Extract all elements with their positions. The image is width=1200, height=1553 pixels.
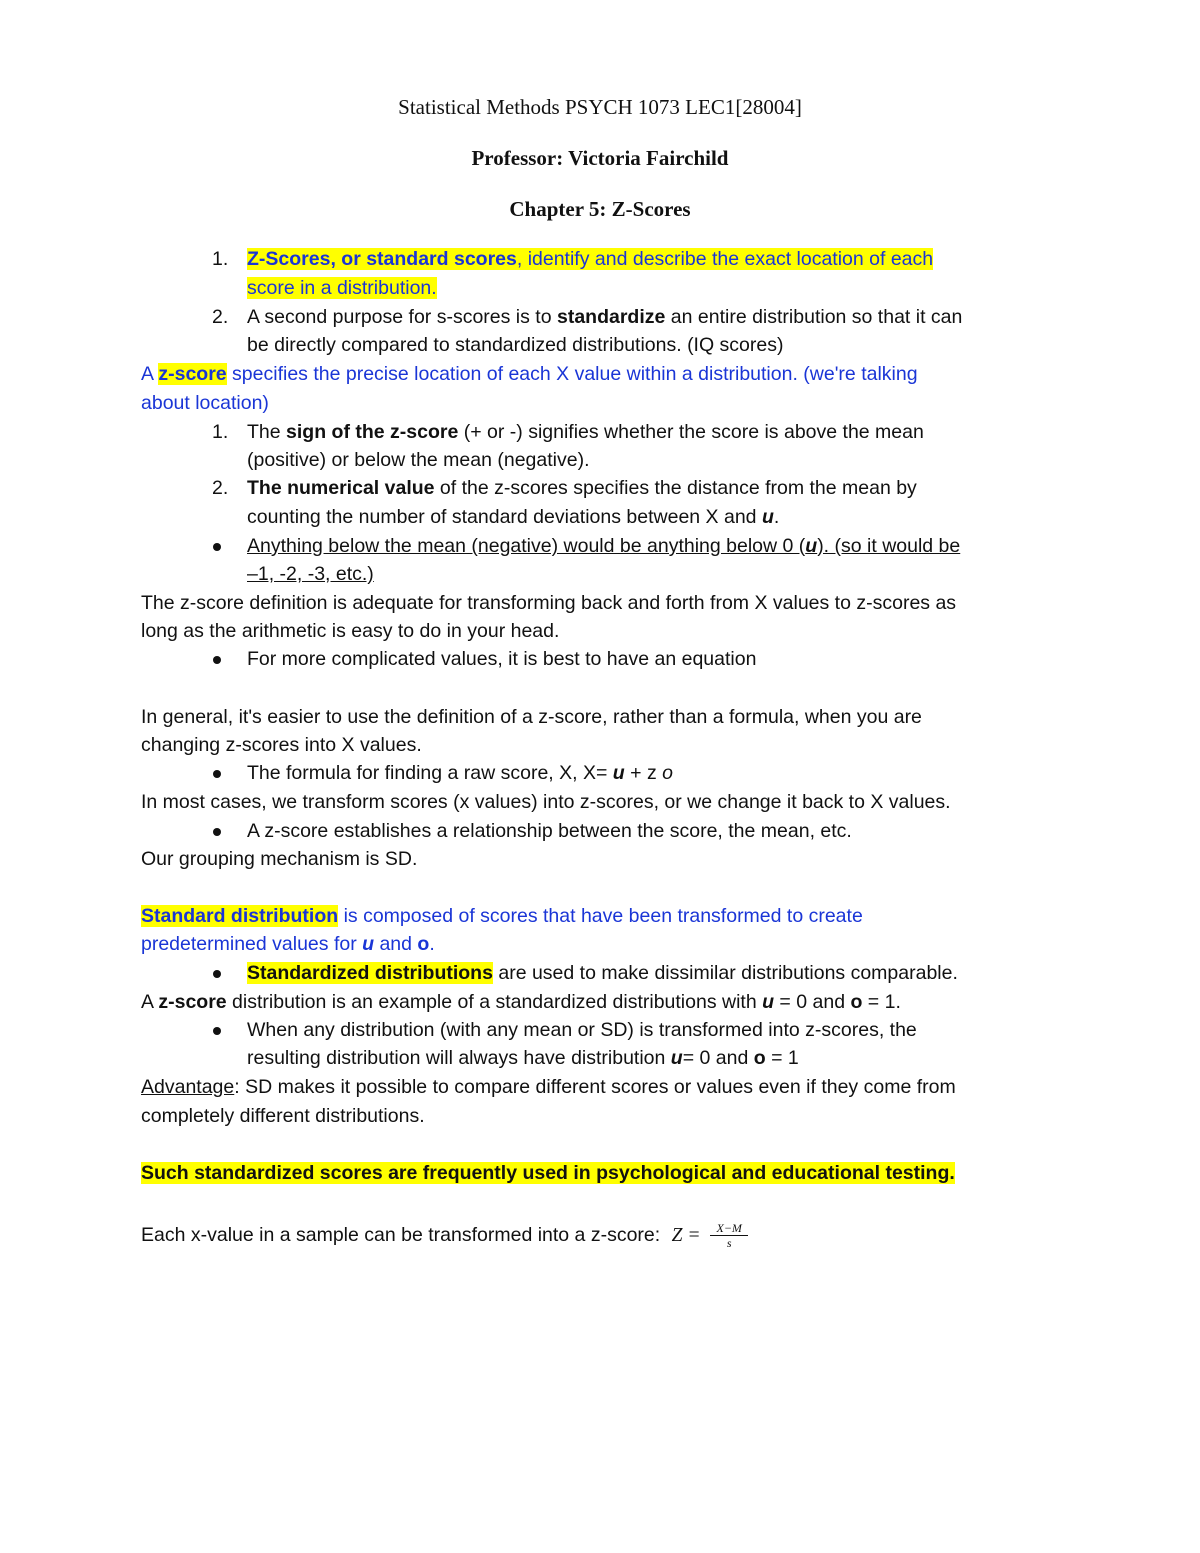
paragraph-line: In most cases, we transform scores (x values) into z-scores, or we change it back to X values. (141, 791, 951, 813)
bullet-item: The formula for finding a raw score, X, X= u + z o (247, 762, 673, 784)
list-item: The numerical value of the z-scores specifies the distance from the mean by (247, 477, 917, 499)
list-number: 2. (212, 306, 229, 328)
sigma-symbol: o (753, 1047, 766, 1069)
bullet-icon (213, 543, 221, 551)
paragraph-line: In general, it's easier to use the definition of a z-score, rather than a formula, when you are (141, 706, 922, 728)
mu-symbol: u (761, 506, 774, 528)
bullet-icon (213, 970, 221, 978)
bullet-item: A z-score establishes a relationship between the score, the mean, etc. (247, 820, 852, 842)
list-item-continuation: be directly compared to standardized distributions. (IQ scores) (247, 334, 784, 356)
sigma-symbol: o (850, 991, 863, 1013)
zscore-formula-line: Each x-value in a sample can be transformed into a z-score: Z = $\frac{X-M}{s}$ (141, 1218, 748, 1253)
mu-symbol: u (670, 1047, 683, 1069)
list-number: 2. (212, 477, 229, 499)
bullet-item-continuation: –1, -2, -3, etc.) (247, 563, 374, 585)
bullet-item: For more complicated values, it is best to have an equation (247, 648, 757, 670)
standard-distribution-continuation: predetermined values for u and o. (141, 933, 435, 955)
mu-symbol: u (805, 535, 818, 557)
paragraph-line: A z-score distribution is an example of a standardized distributions with u = 0 and o = 1. (141, 991, 901, 1013)
list-item-continuation: score in a distribution. (247, 277, 437, 299)
list-item: A second purpose for s-scores is to standardize an entire distribution so that it can (247, 306, 963, 328)
bullet-item: Standardized distributions are used to make dissimilar distributions comparable. (247, 962, 958, 984)
mu-symbol: u (762, 991, 775, 1013)
paragraph-line: changing z-scores into X values. (141, 734, 422, 756)
paragraph-line: long as the arithmetic is easy to do in your head. (141, 620, 560, 642)
formula-denominator: s (726, 1236, 732, 1251)
advantage-line: Advantage: SD makes it possible to compare different scores or values even if they come from (141, 1076, 956, 1098)
zscore-definition-continuation: about location) (141, 392, 269, 414)
chapter-title: Chapter 5: Z-Scores (509, 197, 691, 221)
bullet-icon (213, 1027, 221, 1035)
bullet-item: When any distribution (with any mean or SD) is transformed into z-scores, the (247, 1019, 917, 1041)
list-number: 1. (212, 421, 229, 443)
professor-line: Professor: Victoria Fairchild (471, 146, 729, 170)
bullet-icon (213, 828, 221, 836)
paragraph-line: The z-score definition is adequate for transforming back and forth from X values to z-scores as (141, 592, 957, 614)
list-number: 1. (212, 248, 229, 270)
standard-distribution-definition: Standard distribution is composed of scores that have been transformed to create (141, 905, 863, 927)
paragraph-line: Our grouping mechanism is SD. (141, 848, 418, 870)
list-item-continuation: counting the number of standard deviations between X and u. (247, 506, 780, 528)
zscore-definition: A z-score specifies the precise location of each X value within a distribution. (we're talking (141, 363, 918, 385)
list-item: Z-Scores, or standard scores, identify and describe the exact location of each (247, 248, 934, 270)
sigma-symbol: o (417, 933, 430, 955)
bullet-item: Anything below the mean (negative) would be anything below 0 (u). (so it would be (247, 535, 961, 557)
mu-symbol: u (362, 933, 375, 955)
bullet-icon (213, 770, 221, 778)
paragraph-line: completely different distributions. (141, 1105, 425, 1127)
formula-lhs: Z = (671, 1225, 701, 1246)
bullet-icon (213, 656, 221, 664)
course-title: Statistical Methods PSYCH 1073 LEC1[28004] (398, 95, 802, 119)
list-item-continuation: (positive) or below the mean (negative). (247, 449, 590, 471)
highlighted-statement: Such standardized scores are frequently used in psychological and educational testing. (141, 1162, 955, 1184)
formula-numerator: X−M (710, 1221, 747, 1236)
formula-fraction (710, 1221, 747, 1250)
highlighted-term: Z-Scores, or standard scores (247, 248, 517, 270)
sigma-symbol: o (662, 762, 673, 784)
mu-symbol: u (612, 762, 625, 784)
list-item: The sign of the z-score (+ or -) signifies whether the score is above the mean (247, 421, 924, 443)
bullet-item-continuation: resulting distribution will always have distribution u= 0 and o = 1 (247, 1047, 799, 1069)
